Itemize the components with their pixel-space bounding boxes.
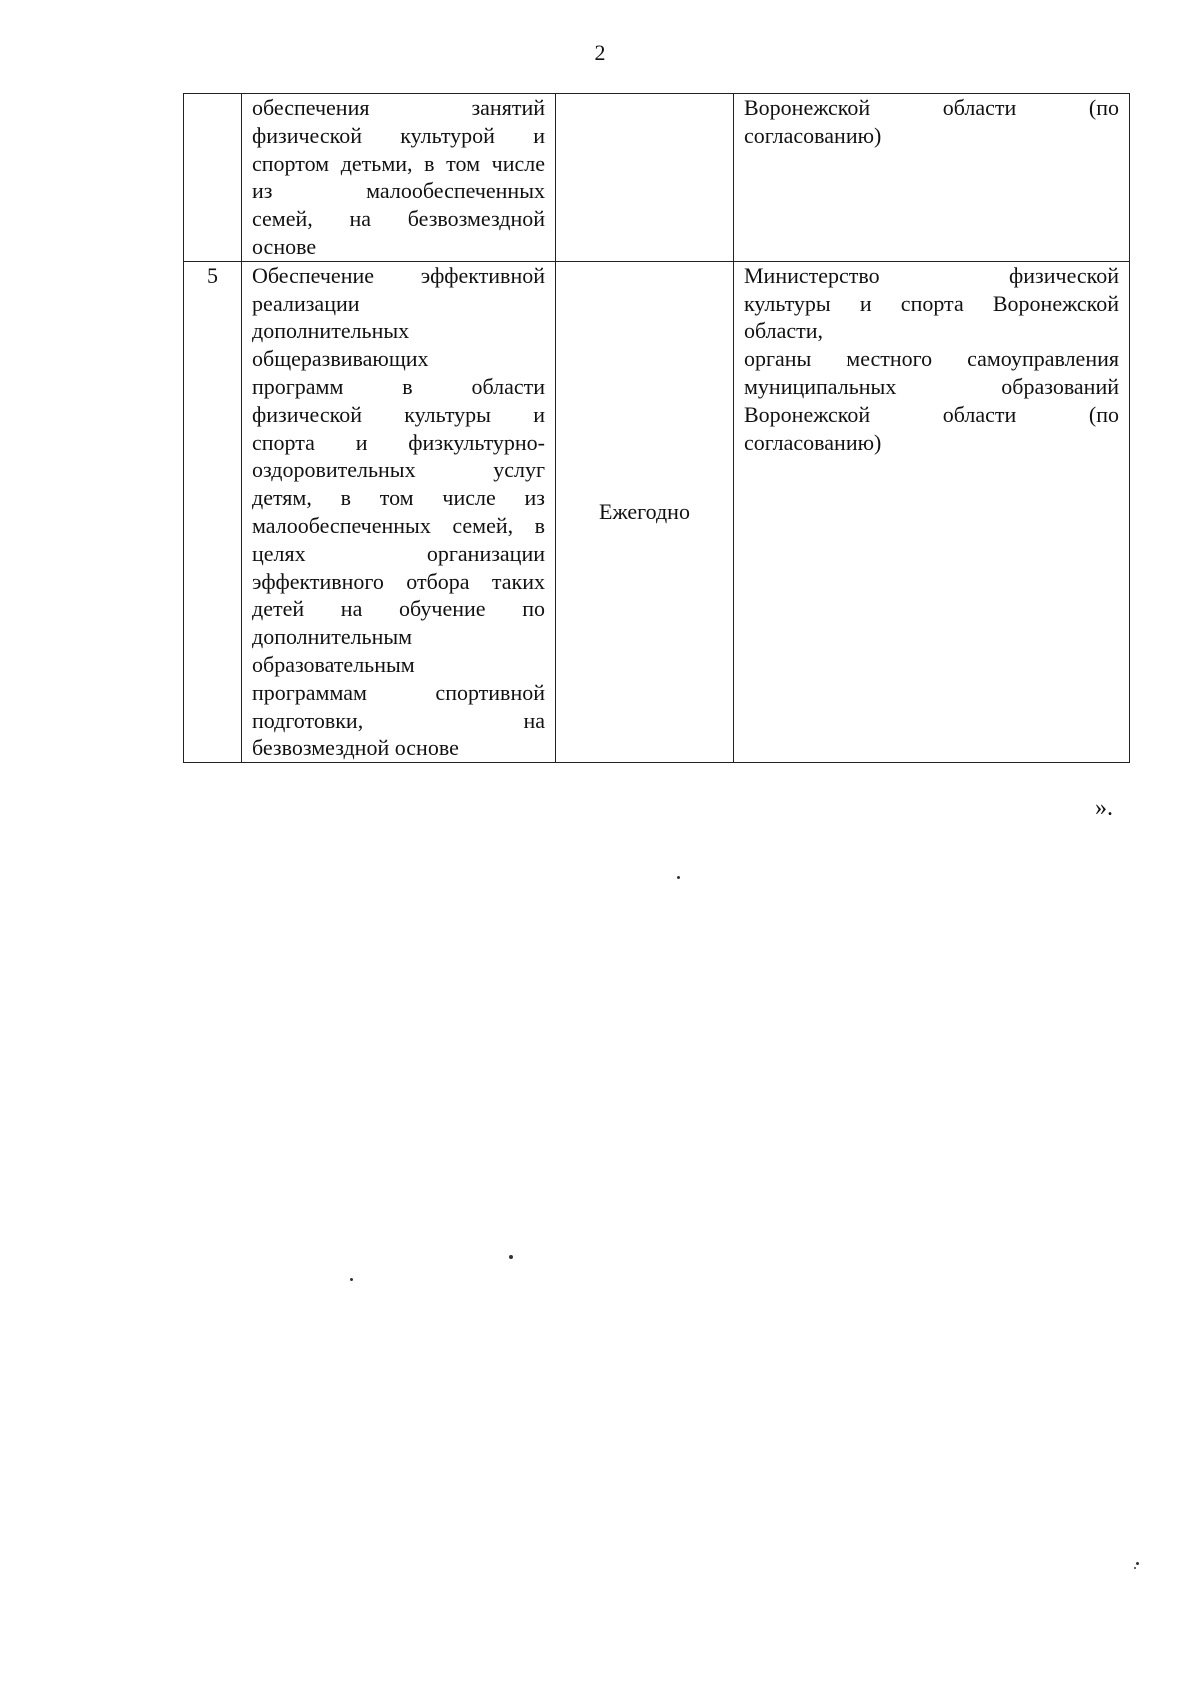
term-cell: Ежегодно xyxy=(556,261,734,762)
event-line: реализации xyxy=(252,290,360,316)
executor-line: согласованию) xyxy=(744,429,882,455)
event-line: дополнительных xyxy=(252,318,410,344)
executor-line: муниципальных образований xyxy=(744,373,1119,399)
event-line: спорта и физкультурно- xyxy=(252,429,545,455)
event-line: общеразвивающих xyxy=(252,346,429,372)
executor-line: Воронежской области (по xyxy=(744,95,1119,120)
page-number: 2 xyxy=(594,40,606,65)
scan-speck xyxy=(509,1255,513,1259)
closing-quote: ». xyxy=(1095,795,1113,821)
executor-line: области, xyxy=(744,318,824,344)
event-line: семей, на безвозмездной xyxy=(252,206,545,232)
table-row xyxy=(184,94,1130,262)
event-line: безвозмездной основе xyxy=(252,735,459,761)
event-line: целях организации xyxy=(252,540,545,566)
executor-cell xyxy=(734,261,1130,762)
event-line: обеспечения занятий xyxy=(252,95,545,120)
event-line: программам спортивной xyxy=(252,679,545,705)
event-line: Обеспечение эффективной xyxy=(252,262,545,288)
event-line: эффективного отбора таких xyxy=(252,568,545,594)
event-cell xyxy=(242,261,556,762)
scan-speck xyxy=(1136,1562,1139,1565)
event-line: малообеспеченных семей, в xyxy=(252,512,545,538)
scan-speck xyxy=(1134,1567,1136,1569)
scan-speck xyxy=(677,876,680,879)
event-line: детей на обучение по xyxy=(252,596,545,622)
executor-cell xyxy=(734,94,1130,262)
executor-line: Воронежской области (по xyxy=(744,401,1119,427)
event-line: физической культурой и xyxy=(252,122,545,148)
event-line: подготовки, на xyxy=(252,707,545,733)
event-line: физической культуры и xyxy=(252,401,545,427)
event-line: спортом детьми, в том числе xyxy=(252,150,545,176)
executor-line: культуры и спорта Воронежской xyxy=(744,290,1119,316)
executor-line: органы местного самоуправления xyxy=(744,346,1119,372)
executor-line: Министерство физической xyxy=(744,262,1119,288)
row-number-cell xyxy=(184,94,242,262)
event-cell xyxy=(242,94,556,262)
row-number-cell: 5 xyxy=(184,261,242,762)
event-line: детям, в том числе из xyxy=(252,485,545,511)
term-cell xyxy=(556,94,734,262)
event-line: основе xyxy=(252,233,317,259)
table-row xyxy=(184,261,1130,762)
measures-table xyxy=(183,93,1130,763)
event-line: оздоровительных услуг xyxy=(252,457,545,483)
event-line: из малообеспеченных xyxy=(252,178,545,204)
event-line: образовательным xyxy=(252,651,415,677)
scan-speck xyxy=(350,1278,353,1281)
event-line: программ в области xyxy=(252,373,545,399)
executor-line: согласованию) xyxy=(744,122,882,148)
event-line: дополнительным xyxy=(252,624,413,650)
